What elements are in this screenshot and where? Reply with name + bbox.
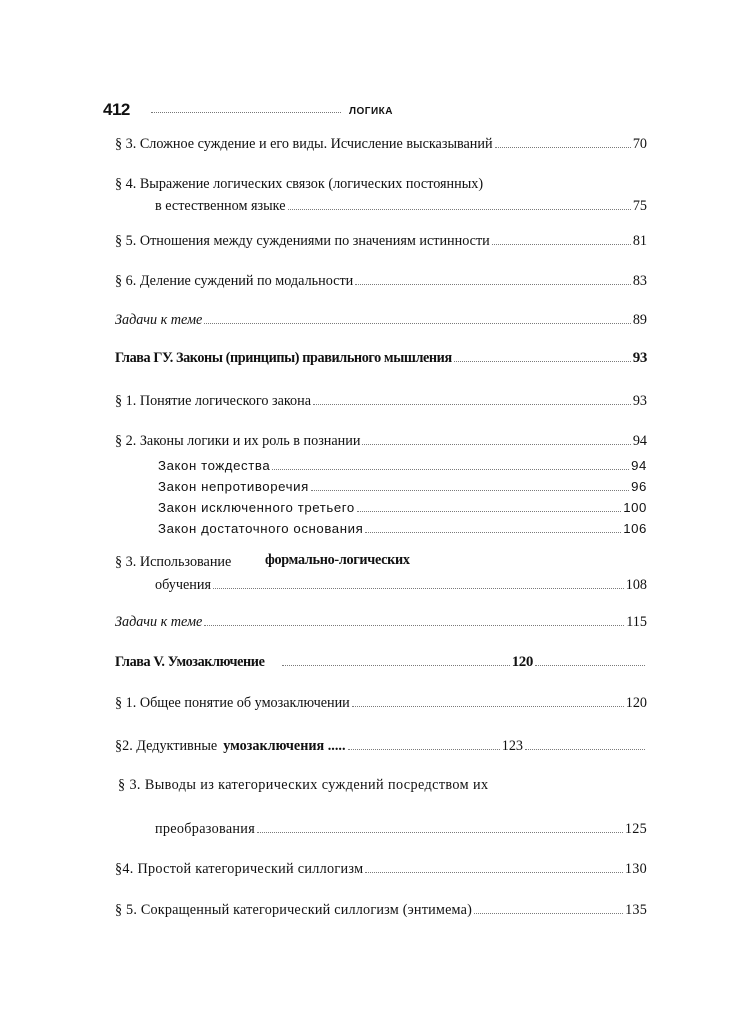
dot-leader (288, 209, 631, 210)
toc-entry-label: § 1. Общее понятие об умозаключении (115, 695, 350, 711)
dot-leader (313, 404, 631, 405)
header-leader (151, 112, 341, 113)
toc-entry-label-overprint: формально-логических (265, 552, 410, 568)
dot-leader (257, 832, 623, 833)
toc-subentry-page: 96 (631, 479, 647, 494)
toc-entry-label: § 3. Сложное суждение и его виды. Исчисление высказываний (115, 136, 493, 152)
toc-subentry (158, 497, 647, 517)
toc-entry (115, 390, 647, 410)
toc-chapter-label: Глава ГУ. Законы (принципы) правильного мышления (115, 350, 452, 366)
dot-leader (213, 588, 624, 589)
toc-chapter (115, 347, 647, 367)
dot-leader (357, 511, 621, 512)
dot-leader (204, 625, 624, 626)
dot-leader (362, 444, 630, 445)
toc-entry (115, 430, 647, 450)
toc-entry-label: § 6. Деление суждений по модальности (115, 273, 354, 289)
toc-entry (115, 899, 647, 919)
toc-entry-page: 94 (632, 433, 647, 449)
dot-leader (535, 665, 645, 666)
toc-entry-page: 125 (624, 821, 647, 837)
toc-entry-label: Задачи к теме (115, 614, 203, 630)
toc-subentry-label: Закон тождества (158, 458, 271, 473)
toc-entry-page: 83 (632, 273, 647, 289)
toc-chapter-label: Глава V. Умозаключение (115, 654, 265, 670)
dot-leader (454, 361, 631, 362)
toc-subentry-label: Закон исключенного третьего (158, 500, 355, 515)
toc-entry (155, 195, 647, 215)
toc-subentry (158, 518, 647, 538)
toc-entry-label: § 1. Понятие логического закона (115, 393, 312, 409)
toc-subentry-page: 100 (623, 500, 647, 515)
toc-entry-label: § 5. Сокращенный категорический силлогизм (энтимема) (115, 902, 473, 918)
toc-entry-label: преобразования (155, 821, 256, 837)
dot-leader (355, 284, 631, 285)
toc-entry-page: 120 (625, 695, 647, 711)
dot-leader (495, 147, 631, 148)
toc-entry-label: в естественном языке (155, 198, 286, 214)
dot-leader (352, 706, 624, 707)
running-title: ЛОГИКА (349, 106, 393, 117)
dot-leader (492, 244, 631, 245)
toc-entry-label: § 2. Законы логики и их роль в познании (115, 433, 361, 449)
toc-subentry-label: Закон достаточного основания (158, 521, 364, 536)
dot-leader (204, 323, 630, 324)
toc-entry-label: §4. Простой категорический силлогизм (115, 861, 364, 877)
toc-entry-label-bold: умозаключения ..... (223, 738, 346, 754)
toc-entry (115, 133, 647, 153)
toc-entry-label: § 4. Выражение логических связок (логических постоянных) (115, 176, 484, 192)
toc-subentry-label: Закон непротиворечия (158, 479, 309, 494)
toc-entry-label: обучения (155, 577, 212, 593)
dot-leader (525, 749, 645, 750)
toc-entry-label: § 5. Отношения между суждениями по значениям истинности (115, 233, 490, 249)
toc-entry (155, 574, 647, 594)
toc-entry-page: 70 (632, 136, 647, 152)
toc-entry-label: §2. Дедуктивные (115, 738, 218, 754)
toc-entry-page: 115 (626, 614, 647, 630)
toc-entry (115, 858, 647, 878)
toc-subentry (158, 455, 647, 475)
page-number: 412 (103, 100, 130, 119)
toc-chapter-page: 93 (632, 350, 647, 366)
toc-subentry (158, 476, 647, 496)
toc-entry-page: 89 (632, 312, 647, 328)
toc-entry (115, 230, 647, 250)
toc-entry-label: § 3. Использование (115, 554, 232, 570)
page-header (103, 100, 623, 122)
toc-chapter-page: 120 (511, 654, 533, 670)
toc-entry-page: 75 (632, 198, 647, 214)
toc-subentry-page: 94 (631, 458, 647, 473)
toc-entry-label: Задачи к теме (115, 312, 203, 328)
toc-entry-page: 93 (632, 393, 647, 409)
toc-entry-page: 81 (632, 233, 647, 249)
toc-entry (115, 611, 647, 631)
dot-leader (474, 913, 623, 914)
dot-leader (348, 749, 500, 750)
toc-entry-page: 123 (501, 738, 523, 754)
dot-leader (365, 532, 621, 533)
toc-subentry-page: 106 (623, 521, 647, 536)
toc-entry (115, 270, 647, 290)
toc-entry-label: § 3. Выводы из категорических суждений посредством их (118, 777, 489, 793)
toc-entry (155, 818, 647, 838)
dot-leader (365, 872, 622, 873)
dot-leader (282, 665, 509, 666)
toc-entry (115, 309, 647, 329)
dot-leader (272, 469, 629, 470)
toc-entry-page: 135 (625, 902, 647, 918)
toc-entry-page: 130 (624, 861, 647, 877)
toc-chapter (115, 651, 647, 671)
toc-entry-page: 108 (625, 577, 647, 593)
toc-entry (115, 692, 647, 712)
dot-leader (311, 490, 629, 491)
toc-entry (115, 735, 647, 755)
